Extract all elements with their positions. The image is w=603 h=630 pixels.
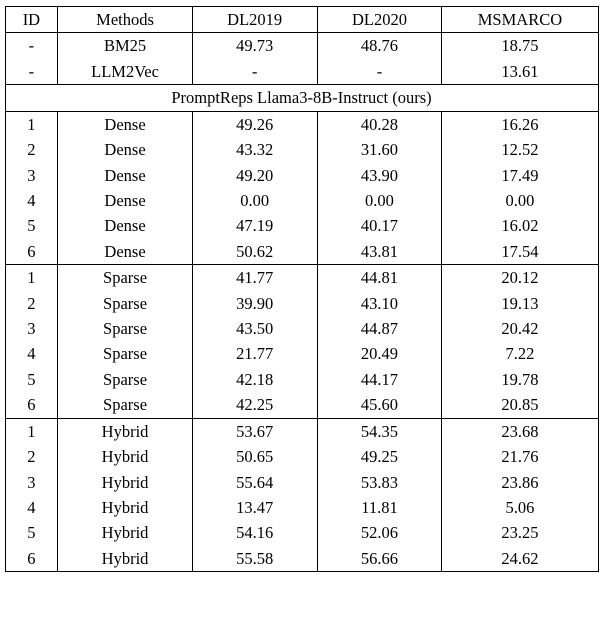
- table-row: [5, 111, 598, 137]
- table-row: [5, 213, 598, 238]
- cell-msmarco: 16.26: [442, 111, 598, 137]
- cell-id: 3: [27, 165, 36, 185]
- cell-dl2020: 43.81: [317, 239, 442, 265]
- table-body: [5, 33, 598, 572]
- cell-dl2020: 48.76: [317, 33, 442, 59]
- cell-dl2019: 49.20: [192, 163, 317, 188]
- cell-dl2019: 39.90: [192, 291, 317, 316]
- cell-msmarco: 17.54: [442, 239, 598, 265]
- cell-id: 2: [27, 293, 36, 313]
- cell-dl2019: 43.50: [192, 316, 317, 341]
- cell-id: 5: [27, 216, 36, 236]
- table-row: [5, 546, 598, 572]
- cell-dl2019: 42.25: [192, 392, 317, 418]
- cell-dl2020: 43.10: [317, 291, 442, 316]
- cell-msmarco: 23.86: [442, 470, 598, 495]
- cell-msmarco: 19.13: [442, 291, 598, 316]
- cell-dl2020: 44.87: [317, 316, 442, 341]
- cell-dl2020: 40.28: [317, 111, 442, 137]
- column-header-dl2020: DL2020: [317, 7, 442, 33]
- table-row: [5, 59, 598, 85]
- cell-method: LLM2Vec: [58, 59, 192, 85]
- cell-msmarco: 0.00: [442, 188, 598, 213]
- cell-msmarco: 21.76: [442, 444, 598, 469]
- cell-method: Sparse: [58, 392, 192, 418]
- cell-msmarco: 20.85: [442, 392, 598, 418]
- cell-dl2019: 41.77: [192, 265, 317, 291]
- group-title-row: [5, 85, 598, 111]
- cell-id: 4: [27, 190, 36, 210]
- cell-id: 2: [27, 447, 36, 467]
- cell-id: -: [5, 59, 58, 85]
- column-header-id: ID: [5, 7, 58, 33]
- cell-id: 3: [27, 472, 36, 492]
- cell-id: 1: [27, 114, 36, 134]
- cell-id: 2: [27, 140, 36, 160]
- table-row: [5, 367, 598, 392]
- cell-method: Dense: [58, 188, 192, 213]
- cell-dl2019: 50.65: [192, 444, 317, 469]
- cell-method: Sparse: [58, 316, 192, 341]
- cell-dl2020: 54.35: [317, 418, 442, 444]
- cell-dl2019: 43.32: [192, 137, 317, 162]
- cell-id: 5: [27, 369, 36, 389]
- table-row: [5, 444, 598, 469]
- cell-dl2020: 44.17: [317, 367, 442, 392]
- cell-msmarco: 7.22: [442, 341, 598, 366]
- table-header-row: [5, 7, 598, 33]
- table-row: [5, 33, 598, 59]
- group-title: PromptReps Llama3-8B-Instruct (ours): [5, 85, 598, 111]
- table-row: [5, 520, 598, 545]
- cell-dl2019: 55.64: [192, 470, 317, 495]
- cell-method: Sparse: [58, 341, 192, 366]
- cell-dl2019: 47.19: [192, 213, 317, 238]
- cell-msmarco: 13.61: [442, 59, 598, 85]
- cell-method: Dense: [58, 239, 192, 265]
- cell-msmarco: 18.75: [442, 33, 598, 59]
- cell-msmarco: 23.25: [442, 520, 598, 545]
- cell-dl2020: 45.60: [317, 392, 442, 418]
- cell-msmarco: 5.06: [442, 495, 598, 520]
- cell-dl2019: 50.62: [192, 239, 317, 265]
- cell-dl2020: 49.25: [317, 444, 442, 469]
- cell-dl2020: 53.83: [317, 470, 442, 495]
- cell-id: 4: [27, 344, 36, 364]
- cell-dl2019: 49.26: [192, 111, 317, 137]
- cell-method: Hybrid: [58, 444, 192, 469]
- cell-dl2019: 13.47: [192, 495, 317, 520]
- cell-dl2019: 55.58: [192, 546, 317, 572]
- cell-id: 6: [5, 392, 58, 418]
- table-row: [5, 316, 598, 341]
- results-table: [5, 6, 599, 572]
- table-header: [5, 7, 598, 33]
- cell-dl2020: -: [317, 59, 442, 85]
- cell-method: Sparse: [58, 291, 192, 316]
- cell-id: 3: [27, 319, 36, 339]
- table-row: [5, 137, 598, 162]
- cell-id: 6: [5, 239, 58, 265]
- cell-msmarco: 19.78: [442, 367, 598, 392]
- cell-dl2020: 31.60: [317, 137, 442, 162]
- cell-dl2020: 44.81: [317, 265, 442, 291]
- cell-dl2019: 21.77: [192, 341, 317, 366]
- cell-method: BM25: [58, 33, 192, 59]
- cell-dl2020: 56.66: [317, 546, 442, 572]
- cell-msmarco: 16.02: [442, 213, 598, 238]
- cell-method: Dense: [58, 163, 192, 188]
- cell-method: Dense: [58, 137, 192, 162]
- cell-dl2019: 0.00: [192, 188, 317, 213]
- table-row: [5, 163, 598, 188]
- cell-msmarco: 12.52: [442, 137, 598, 162]
- cell-msmarco: 20.42: [442, 316, 598, 341]
- column-header-msmarco: MSMARCO: [442, 7, 598, 33]
- cell-dl2019: 53.67: [192, 418, 317, 444]
- table-row: [5, 341, 598, 366]
- cell-method: Hybrid: [58, 495, 192, 520]
- column-header-dl2019: DL2019: [192, 7, 317, 33]
- cell-dl2019: -: [192, 59, 317, 85]
- cell-dl2020: 0.00: [317, 188, 442, 213]
- cell-dl2019: 54.16: [192, 520, 317, 545]
- cell-msmarco: 24.62: [442, 546, 598, 572]
- cell-method: Sparse: [58, 265, 192, 291]
- table-row: [5, 265, 598, 291]
- cell-method: Sparse: [58, 367, 192, 392]
- cell-method: Hybrid: [58, 418, 192, 444]
- column-header-methods: Methods: [58, 7, 192, 33]
- cell-msmarco: 23.68: [442, 418, 598, 444]
- cell-msmarco: 17.49: [442, 163, 598, 188]
- cell-method: Dense: [58, 213, 192, 238]
- table-row: [5, 495, 598, 520]
- cell-dl2020: 43.90: [317, 163, 442, 188]
- cell-msmarco: 20.12: [442, 265, 598, 291]
- cell-method: Hybrid: [58, 546, 192, 572]
- cell-dl2019: 42.18: [192, 367, 317, 392]
- cell-dl2020: 52.06: [317, 520, 442, 545]
- cell-dl2020: 20.49: [317, 341, 442, 366]
- cell-id: 5: [27, 523, 36, 543]
- cell-method: Hybrid: [58, 470, 192, 495]
- cell-id: 4: [27, 498, 36, 518]
- table-row: [5, 239, 598, 265]
- cell-id: -: [28, 36, 35, 56]
- cell-dl2020: 11.81: [317, 495, 442, 520]
- table-row: [5, 470, 598, 495]
- cell-dl2020: 40.17: [317, 213, 442, 238]
- table-row: [5, 392, 598, 418]
- cell-id: 1: [27, 421, 36, 441]
- cell-method: Hybrid: [58, 520, 192, 545]
- cell-dl2019: 49.73: [192, 33, 317, 59]
- cell-method: Dense: [58, 111, 192, 137]
- cell-id: 6: [27, 548, 36, 568]
- cell-id: 1: [27, 268, 36, 288]
- table-row: [5, 291, 598, 316]
- table-row: [5, 188, 598, 213]
- table-row: [5, 418, 598, 444]
